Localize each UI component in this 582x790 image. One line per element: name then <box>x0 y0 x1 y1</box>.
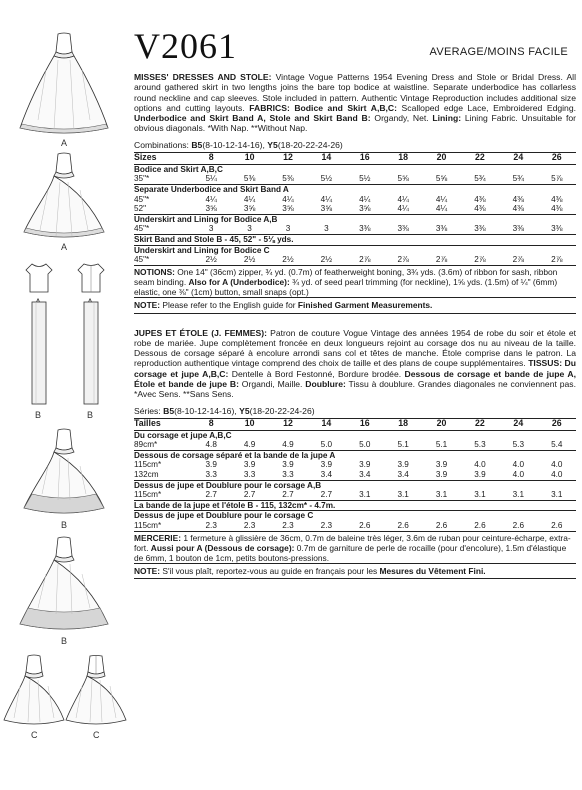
yardage-cell: 3.1 <box>551 490 563 500</box>
fabrics-label: FABRICS: Bodice and Skirt A,B,C: <box>249 102 397 113</box>
yardage-cell: 2⅞ <box>359 255 371 265</box>
yardage-cell: 5.4 <box>551 440 563 450</box>
yardage-cell: 2.3 <box>243 520 256 530</box>
yardage-cell: 3.9 <box>243 460 256 470</box>
yardage-cell: 2½ <box>282 255 294 265</box>
yardage-cell: 4.0 <box>551 460 563 470</box>
section-heading: La bande de la jupe et l'étole B - 115, 132cm* - 4.7m. <box>134 500 576 511</box>
figure-dress-c-back <box>64 652 128 728</box>
yardage-cell: 2.7 <box>282 490 294 500</box>
yardage-cell: 3.1 <box>474 490 486 500</box>
section-heading: Separate Underbodice and Skirt Band A <box>134 184 576 194</box>
yardage-cell: 4.0 <box>474 460 486 470</box>
series-prefix: Séries: <box>134 405 164 416</box>
french-note <box>134 563 576 579</box>
yardage-cell: 4¼ <box>397 194 409 204</box>
yardage-cell: 2.7 <box>243 490 256 500</box>
table-row <box>134 204 576 214</box>
yardage-cell: 5¾ <box>474 174 486 184</box>
table-row <box>134 490 576 500</box>
mercerie-label: MERCERIE: <box>134 532 181 543</box>
yardage-cell: 2½ <box>243 255 256 265</box>
yardage-cell: 2.6 <box>474 520 486 530</box>
mercerie <box>134 531 576 564</box>
yardage-cell: 3 <box>324 224 329 234</box>
size-header-cell: 12 <box>269 152 307 164</box>
section-heading-row <box>134 450 576 460</box>
yardage-cell: 2.6 <box>397 520 409 530</box>
yardage-cell: 5⅝ <box>435 174 448 184</box>
doublure-text: Tissu à doublure. Grandes diagonales ne conviennent pas. *Avec Sens. **Sans Sens. <box>134 379 576 400</box>
section-heading-row <box>134 245 576 255</box>
figure-underbodice-a-back <box>76 262 106 294</box>
illustrations-column <box>0 0 130 790</box>
sizes-header-row <box>134 418 576 430</box>
table-row <box>134 460 576 470</box>
section-heading-row <box>134 430 576 440</box>
yardage-cell: 2.6 <box>435 520 448 530</box>
section-heading-row <box>134 184 576 194</box>
yardage-cell: 4⅜ <box>512 194 525 204</box>
yardage-cell: 3⅜ <box>474 224 486 234</box>
yardage-cell: 3⅜ <box>397 224 409 234</box>
table-row <box>134 470 576 480</box>
yardage-cell: 2⅞ <box>397 255 409 265</box>
notions-label: NOTIONS: <box>134 266 175 277</box>
size-header-cell: 26 <box>538 418 576 430</box>
figure-dress-a-long <box>16 30 112 140</box>
figure-label: B <box>87 410 94 420</box>
fabric-width-cell: 35"* <box>134 174 150 184</box>
size-header-cell: 18 <box>384 152 422 164</box>
notions <box>134 265 576 298</box>
yardage-cell: 4⅜ <box>551 204 563 214</box>
dessous-text: Organdi, Maille. <box>238 379 306 390</box>
yardage-cell: 3.4 <box>397 469 409 479</box>
series-line <box>134 406 576 416</box>
yardage-cell: 4⅜ <box>474 194 486 204</box>
yardage-cell: 3⅝ <box>243 204 256 214</box>
size-header-cell: 18 <box>384 418 422 430</box>
size-header-cell: 22 <box>461 152 499 164</box>
yardage-cell: 4¼ <box>205 194 217 204</box>
desc-text: Vintage Vogue Patterns 1954 Evening Dress and Stole or Bridal Dress. All around gathered skirt in two lengths joins the bare top bodice at waistline. Separate underbodice has collarless round neckline and cap sleeves. Stole included in pattern. Authentic Vintage Reproduction includes additional size options and cutting layouts. <box>134 72 576 113</box>
yardage-cell: 4⅜ <box>474 204 486 214</box>
yardage-cell: 3.1 <box>359 490 371 500</box>
difficulty-level: AVERAGE/MOINS FACILE <box>429 46 568 58</box>
yardage-cell: 2.3 <box>320 520 333 530</box>
yardage-cell: 5⅜ <box>243 174 256 184</box>
size-header-cell: 10 <box>230 152 268 164</box>
yardage-cell: 3.3 <box>205 469 217 479</box>
table-row <box>134 224 576 234</box>
french-yardage-table <box>134 418 576 531</box>
yardage-cell: 3 <box>285 224 291 234</box>
note-text: S'il vous plaît, reportez-vous au guide en français pour les <box>160 566 380 577</box>
desc-text: Patron de couture Vogue Vintage des années 1954 de robe du soir et étole et robe de mariée. Jupe complètement froncée en deux longueurs rejoint au corsage dos nu au niveau de la taille. Dessous de corsage séparé à encolure arrondi sans col et têtes de manche. Étole comprise dans le patron. La reproduction authentique vintage comprend des choix de taille et des plans de coupe supplémentaires. <box>134 327 576 369</box>
yardage-cell: 4¼ <box>435 204 448 214</box>
size-header-cell: 14 <box>307 152 345 164</box>
lining-label: Lining: <box>432 113 462 124</box>
yardage-cell: 2.3 <box>205 520 217 530</box>
yardage-cell: 3⅜ <box>359 224 371 234</box>
yardage-cell: 3.3 <box>282 469 294 479</box>
combo-b5-sizes: (8-10-12-14-16), <box>202 139 268 150</box>
figure-label: B <box>61 636 68 646</box>
yardage-cell: 4⅜ <box>551 194 563 204</box>
yardage-cell: 4.9 <box>243 440 256 450</box>
yardage-cell: 4¼ <box>397 204 409 214</box>
combo-y5-sizes: (18-20-22-24-26) <box>277 139 343 150</box>
french-description <box>134 328 576 400</box>
combinations-line <box>134 140 576 150</box>
size-header-cell: 8 <box>192 418 230 430</box>
yardage-cell: 4¼ <box>359 194 371 204</box>
yardage-cell: 3.3 <box>243 469 256 479</box>
yardage-cell: 5.0 <box>359 440 371 450</box>
yardage-cell: 3⅝ <box>282 204 294 214</box>
desc-title: JUPES ET ÉTOLE (J. FEMMES): <box>134 327 267 338</box>
table-row <box>134 174 576 184</box>
yardage-cell: 4.8 <box>205 440 217 450</box>
figure-underbodice-a-front <box>24 262 54 294</box>
dessous-label: Dessous de corsage et bande de jupe A, Étole et bande de jupe B: <box>134 368 576 390</box>
table-row <box>134 255 576 265</box>
sizes-header-label: Tailles <box>134 418 192 430</box>
size-header-cell: 12 <box>269 418 307 430</box>
combo-b5: B5 <box>191 139 203 150</box>
pattern-number: V2061 <box>134 26 237 66</box>
figure-stole-b-back <box>80 300 102 406</box>
size-header-cell: 20 <box>422 152 460 164</box>
also-label: Also for A (Underbodice): <box>188 276 290 287</box>
yardage-cell: 4¼ <box>282 194 294 204</box>
yardage-cell: 3.9 <box>435 469 448 479</box>
yardage-cell: 3.4 <box>359 469 371 479</box>
fabrics-text: Scalloped edge Lace, Embroidered Edging. <box>397 102 577 113</box>
header <box>134 0 576 72</box>
section-heading: Dessus de jupe et Doublure pour le corsage A,B <box>134 480 576 490</box>
series-y5-sizes: (18-20-22-24-26) <box>249 405 315 416</box>
note-text: Please refer to the English guide for <box>160 300 298 311</box>
section-heading: Bodice and Skirt A,B,C <box>134 164 576 174</box>
yardage-cell: 3⅜ <box>512 224 525 234</box>
fabric-width-cell: 89cm* <box>134 440 158 450</box>
figure-label: B <box>61 520 68 530</box>
yardage-cell: 5.1 <box>397 440 409 450</box>
series-b5-sizes: (8-10-12-14-16), <box>174 405 240 416</box>
table-row <box>134 195 576 205</box>
yardage-cell: 5.3 <box>474 440 486 450</box>
size-header-cell: 24 <box>499 418 537 430</box>
figure-label: C <box>93 730 100 740</box>
yardage-cell: 4.0 <box>551 469 563 479</box>
yardage-cell: 3 <box>208 224 214 234</box>
yardage-cell: 5.3 <box>512 440 525 450</box>
section-heading: Underskirt and Lining for Bodice C <box>134 245 576 255</box>
doublure-label: Doublure: <box>305 379 346 390</box>
yardage-cell: 3.9 <box>435 460 448 470</box>
note-bold: Mesures du Vêtement Fini. <box>379 566 486 577</box>
yardage-cell: 5⅞ <box>551 174 563 184</box>
english-yardage-table <box>134 152 576 265</box>
desc-title: MISSES' DRESSES AND STOLE: <box>134 72 272 82</box>
table-row <box>134 521 576 531</box>
yardage-cell: 4⅜ <box>512 204 525 214</box>
fabric-width-cell: 45"* <box>134 255 150 265</box>
figure-dress-b-long <box>16 534 112 634</box>
yardage-cell: 3.1 <box>512 490 525 500</box>
yardage-cell: 2⅞ <box>551 255 563 265</box>
fabric-width-cell: 45"* <box>134 224 150 234</box>
yardage-cell: 2⅞ <box>435 255 448 265</box>
figure-stole-b-front <box>28 300 50 406</box>
yardage-cell: 2.6 <box>551 520 563 530</box>
yardage-cell: 3.1 <box>435 490 448 500</box>
figure-dress-a-short <box>16 150 112 242</box>
section-heading-row <box>134 480 576 490</box>
section-heading: Skirt Band and Stole B - 45, 52" - 5⅛ yds. <box>134 234 576 245</box>
yardage-cell: 4.9 <box>282 440 294 450</box>
yardage-cell: 3⅝ <box>205 204 217 214</box>
series-b5: B5 <box>163 405 175 416</box>
size-header-cell: 16 <box>346 152 384 164</box>
underbodice-text: Organdy, Net. <box>370 113 433 124</box>
figure-dress-b-short <box>16 426 112 518</box>
combo-y5: Y5 <box>267 139 278 150</box>
size-header-cell: 10 <box>230 418 268 430</box>
yardage-cell: 5⅝ <box>397 174 409 184</box>
yardage-cell: 2.6 <box>512 520 525 530</box>
sizes-header-row <box>134 152 576 164</box>
yardage-cell: 3⅜ <box>551 224 563 234</box>
yardage-cell: 4.0 <box>512 469 525 479</box>
yardage-cell: 4¼ <box>435 194 448 204</box>
yardage-cell: 2.3 <box>282 520 294 530</box>
combinations-prefix: Combinations: <box>134 139 192 150</box>
yardage-cell: 3.9 <box>359 460 371 470</box>
fabric-width-cell: 45"* <box>134 194 150 204</box>
lining-text: Lining Fabric. Unsuitable for obvious diagonals. *With Nap. **Without Nap. <box>134 113 577 134</box>
table-row <box>134 440 576 450</box>
aussi-text: 0.7m de garniture de perle de rocaille (pour d'encolure), 1.5m d'élastique de 6mm, 1 bouton de 1cm, petits boutons-pressions. <box>134 542 567 563</box>
fabric-width-cell: 132cm <box>134 469 159 479</box>
yardage-cell: 3.9 <box>205 460 217 470</box>
yardage-cell: 3⅜ <box>435 224 448 234</box>
yardage-cell: 5¾ <box>512 174 525 184</box>
yardage-cell: 3⅝ <box>359 204 371 214</box>
figure-label: A <box>61 242 68 252</box>
size-header-cell: 26 <box>538 152 576 164</box>
also-text: ¾ yd. of seed pearl trimming (for neckline), 1⅝ yds. (1.5m) of ¼" (6mm) elastic, one ⅜" (1cm) button, small snaps (opt.) <box>134 276 558 298</box>
size-header-cell: 22 <box>461 418 499 430</box>
tissus-text: Dentelle à Bord Festonné, Bordure brodée. <box>228 368 405 379</box>
yardage-cell: 2½ <box>205 255 217 265</box>
content-column <box>134 0 576 579</box>
yardage-cell: 2.7 <box>205 490 217 500</box>
aussi-label: Aussi pour A (Dessous de corsage): <box>150 542 295 553</box>
english-description <box>134 72 576 134</box>
yardage-cell: 2.7 <box>320 490 333 500</box>
yardage-cell: 2⅞ <box>474 255 486 265</box>
section-heading-row <box>134 511 576 521</box>
section-heading: Dessus de jupe et Doublure pour le corsage C <box>134 511 576 521</box>
series-y5: Y5 <box>239 405 250 416</box>
note-label: NOTE: <box>134 300 161 311</box>
yardage-cell: 5½ <box>359 174 371 184</box>
fabric-width-cell: 115cm* <box>134 490 162 500</box>
yardage-cell: 2½ <box>320 255 333 265</box>
section-heading-row <box>134 234 576 245</box>
yardage-cell: 2⅞ <box>512 255 525 265</box>
yardage-cell: 2.6 <box>359 520 371 530</box>
tissus-label: TISSUS: Du corsage et jupe A,B,C: <box>134 358 577 379</box>
section-heading-row <box>134 500 576 511</box>
yardage-cell: 4¼ <box>243 194 256 204</box>
figure-dress-c-front <box>2 652 66 728</box>
yardage-cell: 5¼ <box>205 174 217 184</box>
yardage-cell: 3.1 <box>397 490 409 500</box>
yardage-cell: 3.4 <box>320 469 333 479</box>
notions-text: One 14" (36cm) zipper, ¾ yd. (0.7m) of featherweight boning, 3¾ yds. (3.6m) of ribbon for sash, ribbon seam binding. <box>134 266 558 287</box>
size-header-cell: 16 <box>346 418 384 430</box>
size-header-cell: 20 <box>422 418 460 430</box>
yardage-cell: 3 <box>247 224 252 234</box>
figure-label: B <box>35 410 42 420</box>
yardage-cell: 3.9 <box>282 460 294 470</box>
figure-label: A <box>61 138 68 148</box>
yardage-cell: 4.0 <box>512 460 525 470</box>
size-header-cell: 24 <box>499 152 537 164</box>
yardage-cell: 5⅜ <box>282 174 294 184</box>
section-heading: Dessous de corsage séparé et la bande de la jupe A <box>134 450 576 460</box>
figure-label: C <box>31 730 38 740</box>
mercerie-text: 1 fermeture à glissière de 36cm, 0.7m de baleine très léger, 3.6m de ruban pour ceinture-écharpe, extra-fort. <box>134 532 571 553</box>
yardage-cell: 3.9 <box>474 469 486 479</box>
fabric-width-cell: 115cm* <box>134 520 162 530</box>
sizes-header-label: Sizes <box>134 152 192 164</box>
note-bold: Finished Garment Measurements. <box>297 300 433 311</box>
underbodice-label: Underbodice and Skirt Band A, Stole and Skirt Band B: <box>134 113 371 124</box>
fabric-width-cell: 115cm* <box>134 460 162 470</box>
yardage-cell: 3.9 <box>320 460 333 470</box>
yardage-cell: 3⅝ <box>320 204 333 214</box>
fabric-width-cell: 52" <box>134 204 147 214</box>
yardage-cell: 4¼ <box>320 194 333 204</box>
section-heading-row <box>134 164 576 174</box>
section-heading-row <box>134 214 576 224</box>
yardage-cell: 5.0 <box>320 440 333 450</box>
size-header-cell: 14 <box>307 418 345 430</box>
note-label: NOTE: <box>134 566 161 577</box>
yardage-cell: 5½ <box>320 174 333 184</box>
yardage-cell: 3.9 <box>397 460 409 470</box>
size-header-cell: 8 <box>192 152 230 164</box>
yardage-cell: 5.1 <box>435 440 448 450</box>
section-heading: Underskirt and Lining for Bodice A,B <box>134 214 576 224</box>
english-note <box>134 297 576 313</box>
section-heading: Du corsage et jupe A,B,C <box>134 430 576 440</box>
